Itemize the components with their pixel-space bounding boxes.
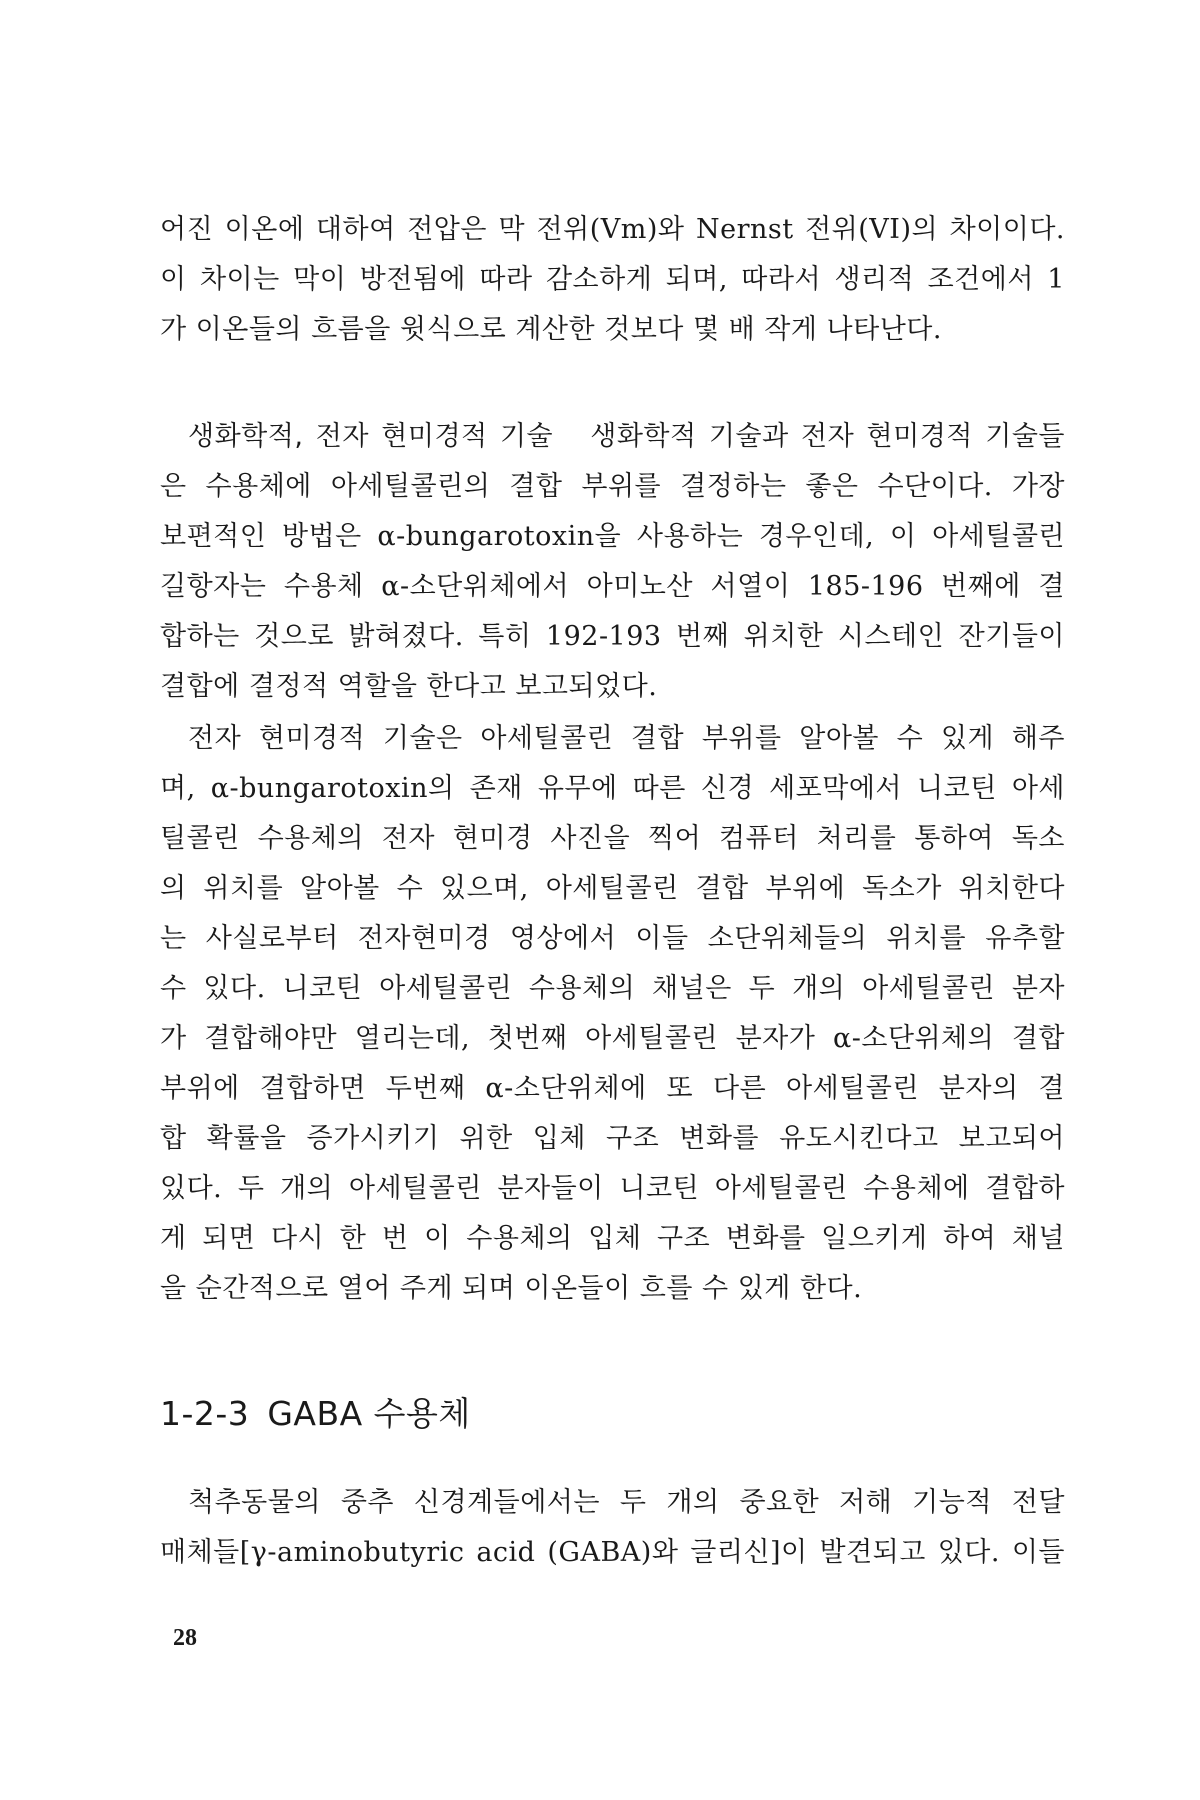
text-fragment: 생화학적 기술과 전자 현미경적 기술들 xyxy=(590,421,1065,452)
text-line: 있다. 두 개의 아세틸콜린 분자들이 니코틴 아세틸콜린 수용체에 결합하 xyxy=(160,1173,1065,1204)
text-line: 부위에 결합하면 두번째 α-소단위체에 또 다른 아세틸콜린 분자의 결 xyxy=(160,1073,1065,1104)
biochem-paragraph xyxy=(160,412,1065,712)
text-line: 을 순간적으로 열어 주게 되며 이온들이 흐를 수 있게 한다. xyxy=(160,1273,863,1304)
text-line: 가 이온들의 흐름을 윗식으로 계산한 것보다 몇 배 작게 나타난다. xyxy=(160,314,942,345)
text-line: 길항자는 수용체 α-소단위체에서 아미노산 서열이 185-196 번째에 결 xyxy=(160,571,1065,602)
text-line: 수 있다. 니코틴 아세틸콜린 수용체의 채널은 두 개의 아세틸콜린 분자 xyxy=(160,973,1065,1004)
text-line: 보편적인 방법은 α-bungarotoxin을 사용하는 경우인데, 이 아세틸콜린 xyxy=(160,521,1065,552)
text-line: 은 수용체에 아세틸콜린의 결합 부위를 결정하는 좋은 수단이다. 가장 xyxy=(160,471,1065,502)
text-line: 며, α-bungarotoxin의 존재 유무에 따른 신경 세포막에서 니코틴 아세 xyxy=(160,773,1065,804)
section-heading xyxy=(160,1389,471,1439)
text-line: 합 확률을 증가시키기 위한 입체 구조 변화를 유도시킨다고 보고되어 xyxy=(160,1123,1065,1154)
text-line: 게 되면 다시 한 번 이 수용체의 입체 구조 변화를 일으키게 하여 채널 xyxy=(160,1223,1065,1254)
section-number: 1-2-3 xyxy=(160,1394,250,1434)
text-line: 는 사실로부터 전자현미경 영상에서 이들 소단위체들의 위치를 유추할 xyxy=(160,923,1065,954)
text-line: 척추동물의 중추 신경계들에서는 두 개의 중요한 저해 기능적 전달 xyxy=(188,1487,1065,1518)
intro-paragraph xyxy=(160,205,1065,355)
text-line: 가 결합해야만 열리는데, 첫번째 아세틸콜린 분자가 α-소단위체의 결합 xyxy=(160,1023,1065,1054)
text-line: 매체들[γ-aminobutyric acid (GABA)와 글리신]이 발견되고 있다. 이들 xyxy=(160,1537,1065,1568)
electron-microscopy-paragraph xyxy=(160,714,1065,1314)
text-line xyxy=(160,412,1065,462)
text-line: 의 위치를 알아볼 수 있으며, 아세틸콜린 결합 부위에 독소가 위치한다 xyxy=(160,873,1065,904)
text-line: 이 차이는 막이 방전됨에 따라 감소하게 되며, 따라서 생리적 조건에서 1 xyxy=(160,264,1065,295)
text-line: 결합에 결정적 역할을 한다고 보고되었다. xyxy=(160,671,658,702)
text-line: 전자 현미경적 기술은 아세틸콜린 결합 부위를 알아볼 수 있게 해주 xyxy=(188,723,1065,754)
section-title: GABA 수용체 xyxy=(267,1394,471,1434)
gaba-paragraph xyxy=(160,1478,1065,1578)
paragraph-lead-heading: 생화학적, 전자 현미경적 기술 xyxy=(188,421,554,452)
text-line: 틸콜린 수용체의 전자 현미경 사진을 찍어 컴퓨터 처리를 통하여 독소 xyxy=(160,823,1065,854)
text-line: 합하는 것으로 밝혀졌다. 특히 192-193 번째 위치한 시스테인 잔기들이 xyxy=(160,621,1065,652)
page-number: 28 xyxy=(173,1625,197,1651)
text-line: 어진 이온에 대하여 전압은 막 전위(Vm)와 Nernst 전위(VI)의 차이이다. xyxy=(160,214,1065,245)
